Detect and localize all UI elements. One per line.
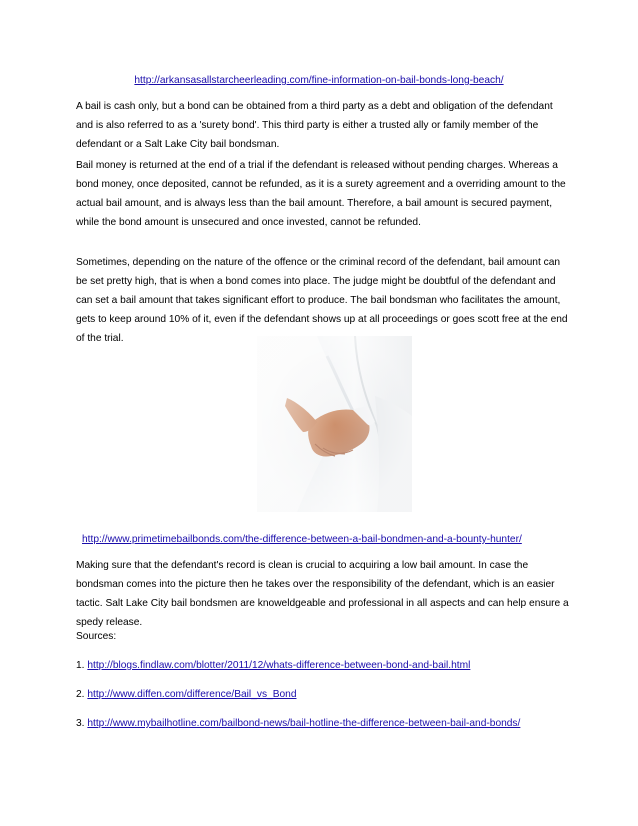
paragraph-closing: Making sure that the defendant's record is clean is crucial to acquiring a low bail amount. In case the bondsman comes into the picture then he takes over the responsibility of the defendant, which is an easier tactic. Salt Lake City bail bondsmen are knoweldgeable and professional in all aspects and can help ensure a spedy release. [76, 560, 569, 628]
source-item-2 [76, 688, 576, 702]
top-source-link[interactable]: http://arkansasallstarcheerleading.com/fine-information-on-bail-bonds-long-beach/ [134, 75, 504, 86]
paragraph-bail-amount: Sometimes, depending on the nature of the offence or the criminal record of the defendant, bail amount can be set pretty high, that is when a bond comes into place. The judge might be doubtful of the defendant and can set a bail amount that takes significant effort to produce. The bail bondsman who facilitates the amount, gets to keep around 10% of it, even if the defendant shows up at all proceedings or goes scott free at the end of the trial. [76, 257, 568, 344]
source-link-2[interactable]: http://www.diffen.com/difference/Bail_vs_Bond [87, 689, 297, 700]
paragraph-bail-refund: Bail money is returned at the end of a trial if the defendant is released without pending charges. Whereas a bond money, once deposited, cannot be refunded, as it is a surety agreement and a overriding amount to the actual bail amount, and is always less than the bail amount. Therefore, a bail amount is secured payment, while the bond amount is unsecured and once invested, cannot be refunded. [76, 160, 566, 228]
handshake-illustration [257, 336, 412, 512]
source-link-3[interactable]: http://www.mybailhotline.com/bailbond-news/bail-hotline-the-difference-between-bail-and-bonds/ [87, 718, 521, 729]
top-source-line [0, 74, 638, 88]
source-number: 3. [76, 718, 85, 729]
source-number: 2. [76, 689, 85, 700]
handshake-photo [257, 336, 412, 512]
sources-heading: Sources: [76, 631, 117, 642]
source-link-1[interactable]: http://blogs.findlaw.com/blotter/2011/12/whats-difference-between-bond-and-bail.html [87, 660, 471, 671]
paragraph-bail-definition: A bail is cash only, but a bond can be obtained from a third party as a debt and obligation of the defendant and is also referred to as a 'surety bond'. This third party is either a trusted ally or family member of the defendant or a Salt Lake City bail bondsman. [76, 101, 553, 150]
image-caption-link[interactable]: http://www.primetimebailbonds.com/the-difference-between-a-bail-bondmen-and-a-bounty-hunter/ [82, 534, 522, 545]
image-caption-line [82, 533, 582, 547]
source-item-1 [76, 659, 576, 673]
source-number: 1. [76, 660, 85, 671]
source-item-3 [76, 717, 576, 731]
